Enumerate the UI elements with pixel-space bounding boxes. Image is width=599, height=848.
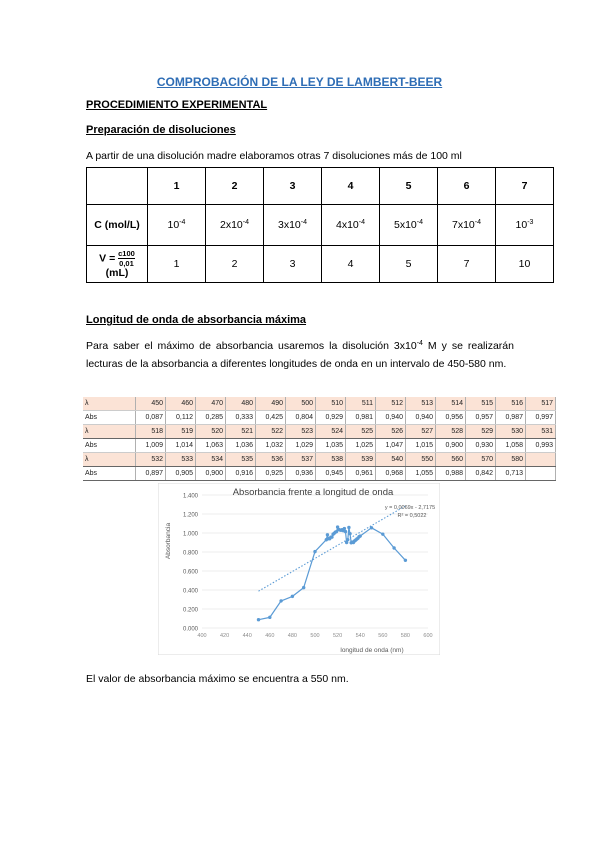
concentration-cell: $2x10^{-4}$ (206, 205, 264, 246)
table-cell: 0,929 (316, 411, 346, 425)
volume-cell: 1 (148, 246, 206, 283)
empty-cell (87, 168, 148, 205)
concentration-cell: $10^{-3}$ (496, 205, 554, 246)
table-row (83, 411, 556, 425)
table-cell: 534 (196, 453, 226, 467)
table-row (83, 467, 556, 481)
method-paragraph: Para saber el máximo de absorbancia usaremos la disolución $3x10^{-4}$ M y se realizarán lecturas de la absorbancia a diferentes longitudes de onda en un intervalo de 450-580 nm. (86, 340, 514, 370)
x-tick-label: 540 (355, 633, 365, 639)
table-cell: 518 (136, 425, 166, 439)
y-tick-label: 0.200 (182, 607, 198, 614)
volume-cell: 3 (264, 246, 322, 283)
table-cell: 0,900 (436, 439, 466, 453)
table-cell: 450 (136, 397, 166, 411)
data-point (268, 616, 271, 619)
y-tick-label: 0.600 (182, 569, 198, 576)
table-cell: 470 (196, 397, 226, 411)
table-cell: 535 (226, 453, 256, 467)
table-cell: 0,997 (526, 411, 556, 425)
table-cell: 1,058 (496, 439, 526, 453)
x-tick-label: 520 (333, 633, 343, 639)
section-procedure-heading: PROCEDIMIENTO EXPERIMENTAL (86, 99, 268, 111)
table-cell: 0,425 (256, 411, 286, 425)
row-label: λ (83, 453, 136, 467)
table-row (83, 453, 556, 467)
table-cell: 0,961 (346, 467, 376, 481)
table-row (83, 397, 556, 411)
table-cell: 0,087 (136, 411, 166, 425)
y-tick-label: 0.000 (182, 626, 198, 633)
row-label: λ (83, 397, 136, 411)
page-title: COMPROBACIÓN DE LA LEY DE LAMBERT-BEER (156, 75, 443, 89)
header-cell: 4 (322, 168, 380, 205)
row-label: λ (83, 425, 136, 439)
table-cell: 514 (436, 397, 466, 411)
table-cell: 1,029 (286, 439, 316, 453)
row-label: Abs (83, 439, 136, 453)
table-cell: 0,993 (526, 439, 556, 453)
table-cell: 0,112 (166, 411, 196, 425)
table-cell: 0,713 (496, 467, 526, 481)
table-cell: 0,940 (406, 411, 436, 425)
table-cell: 0,925 (256, 467, 286, 481)
volume-cell: 4 (322, 246, 380, 283)
intro-text: A partir de una disolución madre elaboramos otras 7 disoluciones más de 100 ml (86, 150, 462, 162)
header-cell: 3 (264, 168, 322, 205)
table-cell: 0,988 (436, 467, 466, 481)
table-cell (526, 467, 556, 481)
table-cell: 0,804 (286, 411, 316, 425)
table-cell: 517 (526, 397, 556, 411)
x-tick-label: 600 (423, 633, 433, 639)
table-cell: 480 (226, 397, 256, 411)
table-cell: 521 (226, 425, 256, 439)
table-cell: 532 (136, 453, 166, 467)
table-cell: 0,897 (136, 467, 166, 481)
header-cell: 7 (496, 168, 554, 205)
table-cell: 0,916 (226, 467, 256, 481)
table-cell: 533 (166, 453, 196, 467)
table-cell: 539 (346, 453, 376, 467)
concentration-cell: $7x10^{-4}$ (438, 205, 496, 246)
section-preparation-heading: Preparación de disoluciones (86, 124, 236, 136)
data-point (346, 538, 349, 541)
data-point (343, 527, 346, 530)
data-point (279, 599, 282, 602)
x-tick-label: 580 (400, 633, 410, 639)
table-cell: 538 (316, 453, 346, 467)
y-tick-label: 0.800 (182, 550, 198, 557)
table-cell: 570 (466, 453, 496, 467)
table-cell: 0,285 (196, 411, 226, 425)
table-cell: 1,009 (136, 439, 166, 453)
data-point (326, 533, 329, 536)
header-cell: 1 (148, 168, 206, 205)
x-tick-label: 420 (220, 633, 230, 639)
table-cell: 519 (166, 425, 196, 439)
concentration-row (87, 205, 554, 246)
x-tick-label: 460 (265, 633, 275, 639)
trend-r2: R² = 0,5022 (397, 513, 427, 519)
concentration-cell: $3x10^{-4}$ (264, 205, 322, 246)
data-point (257, 618, 260, 621)
table-cell (526, 453, 556, 467)
concentration-cell: $4x10^{-4}$ (322, 205, 380, 246)
table-cell: 0,930 (466, 439, 496, 453)
table-cell: 0,333 (226, 411, 256, 425)
table-cell: 528 (436, 425, 466, 439)
data-point (347, 526, 350, 529)
table-cell: 460 (166, 397, 196, 411)
table-cell: 0,968 (376, 467, 406, 481)
table-cell: 560 (436, 453, 466, 467)
absorbance-data-table (83, 397, 556, 481)
table-cell: 0,956 (436, 411, 466, 425)
data-point (302, 586, 305, 589)
table-cell: 537 (286, 453, 316, 467)
data-point (404, 559, 407, 562)
data-point (344, 530, 347, 533)
trend-equation: y = 0,0069x - 2,7175 (384, 505, 436, 511)
y-tick-label: 0.400 (182, 588, 198, 595)
data-point (359, 534, 362, 537)
table-cell: 1,055 (406, 467, 436, 481)
data-point (370, 526, 373, 529)
table-cell: 522 (256, 425, 286, 439)
volume-cell: 5 (380, 246, 438, 283)
data-point (291, 595, 294, 598)
table-cell: 0,900 (196, 467, 226, 481)
table-row (83, 425, 556, 439)
table-cell: 1,063 (196, 439, 226, 453)
table-cell: 1,047 (376, 439, 406, 453)
concentration-cell: $10^{-4}$ (148, 205, 206, 246)
table-cell: 580 (496, 453, 526, 467)
row-label: Abs (83, 411, 136, 425)
table-cell: 0,987 (496, 411, 526, 425)
x-axis-label: longitud de onda (nm) (340, 647, 404, 654)
table-cell: 512 (376, 397, 406, 411)
table-cell: 500 (286, 397, 316, 411)
table-cell: 536 (256, 453, 286, 467)
x-tick-label: 440 (242, 633, 252, 639)
table-cell: 531 (526, 425, 556, 439)
dilutions-table (86, 167, 554, 283)
y-tick-label: 1.000 (182, 531, 198, 538)
y-axis-label: Absorbancia (165, 522, 172, 560)
table-cell: 0,940 (376, 411, 406, 425)
table-cell: 515 (466, 397, 496, 411)
table-cell: 0,957 (466, 411, 496, 425)
table-cell: 513 (406, 397, 436, 411)
table-cell: 520 (196, 425, 226, 439)
x-tick-label: 560 (378, 633, 388, 639)
table-header-row (87, 168, 554, 205)
table-cell: 1,032 (256, 439, 286, 453)
table-cell: 0,842 (466, 467, 496, 481)
table-cell: 0,945 (316, 467, 346, 481)
chart-title: Absorbancia frente a longitud de onda (232, 487, 394, 498)
table-cell: 1,036 (226, 439, 256, 453)
data-point (392, 546, 395, 549)
table-cell: 550 (406, 453, 436, 467)
x-tick-label: 480 (287, 633, 297, 639)
table-cell: 490 (256, 397, 286, 411)
header-cell: 2 (206, 168, 264, 205)
header-cell: 6 (438, 168, 496, 205)
table-row (83, 439, 556, 453)
table-cell: 530 (496, 425, 526, 439)
volume-label: V = $\frac{c100}{0,01}$ (mL) (87, 246, 148, 283)
table-cell: 523 (286, 425, 316, 439)
table-cell: 0,981 (346, 411, 376, 425)
volume-cell: 10 (496, 246, 554, 283)
row-label: Abs (83, 467, 136, 481)
table-cell: 1,025 (346, 439, 376, 453)
x-tick-label: 400 (197, 633, 207, 639)
absorbance-chart (158, 483, 440, 655)
table-cell: 516 (496, 397, 526, 411)
data-point (313, 550, 316, 553)
table-cell: 540 (376, 453, 406, 467)
volume-cell: 2 (206, 246, 264, 283)
volume-fraction: $\frac{c100}{0,01}$ (118, 249, 135, 268)
concentration-cell: $5x10^{-4}$ (380, 205, 438, 246)
table-cell: 1,014 (166, 439, 196, 453)
table-cell: 527 (406, 425, 436, 439)
concentration-label: C (mol/L) (87, 205, 148, 246)
header-cell: 5 (380, 168, 438, 205)
table-cell: 524 (316, 425, 346, 439)
table-cell: 0,905 (166, 467, 196, 481)
conclusion-text: El valor de absorbancia máximo se encuentra a 550 nm. (86, 673, 349, 685)
table-cell: 525 (346, 425, 376, 439)
table-cell: 0,936 (286, 467, 316, 481)
table-cell: 529 (466, 425, 496, 439)
table-cell: 526 (376, 425, 406, 439)
y-tick-label: 1.200 (182, 512, 198, 519)
table-cell: 510 (316, 397, 346, 411)
volume-row (87, 246, 554, 283)
table-cell: 1,035 (316, 439, 346, 453)
data-point (381, 532, 384, 535)
table-cell: 1,015 (406, 439, 436, 453)
y-tick-label: 1.400 (182, 493, 198, 500)
data-point (348, 532, 351, 535)
table-cell: 511 (346, 397, 376, 411)
x-tick-label: 500 (310, 633, 320, 639)
volume-cell: 7 (438, 246, 496, 283)
section-wavelength-heading: Longitud de onda de absorbancia máxima (86, 314, 307, 326)
